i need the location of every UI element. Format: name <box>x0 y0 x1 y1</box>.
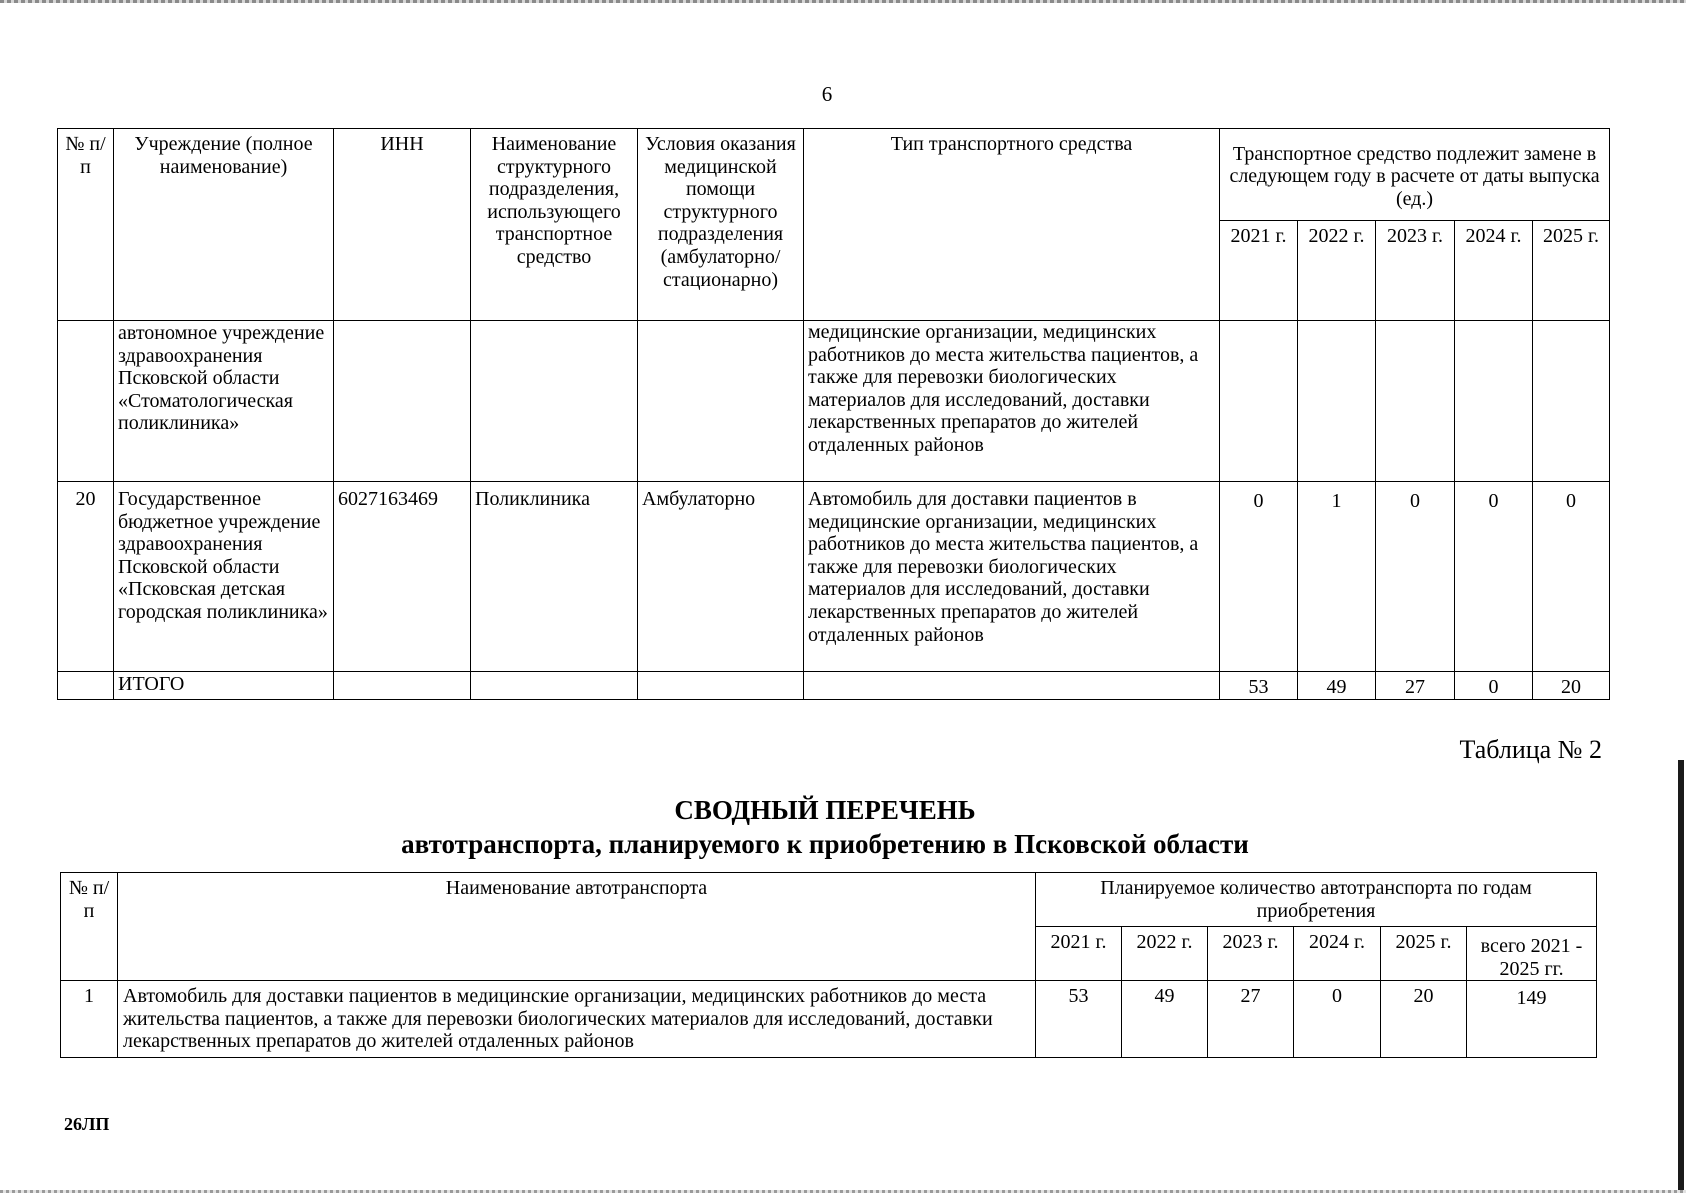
scan-edge-bottom <box>0 1190 1686 1193</box>
t2-header-year-2022: 2022 г. <box>1122 927 1208 981</box>
t2-header-year-2024: 2024 г. <box>1294 927 1381 981</box>
t2-header-year-2021: 2021 г. <box>1036 927 1122 981</box>
row-value-2024: 0 <box>1455 482 1533 672</box>
row-inn: 6027163469 <box>334 482 471 672</box>
header-year-2025: 2025 г. <box>1533 221 1610 321</box>
header-institution: Учреждение (полное наименование) <box>114 129 334 321</box>
scan-edge-top <box>0 0 1686 3</box>
row-value-2025 <box>1533 321 1610 482</box>
header-year-2021: 2021 г. <box>1220 221 1298 321</box>
header-year-2023: 2023 г. <box>1376 221 1455 321</box>
t2-header-name: Наименование автотранспорта <box>118 873 1036 981</box>
table-row <box>58 482 1610 672</box>
total-label: ИТОГО <box>114 672 334 700</box>
t2-row-value-2021: 53 <box>1036 981 1122 1058</box>
t2-header-no: № п/п <box>61 873 118 981</box>
t2-row-value-2025: 20 <box>1381 981 1467 1058</box>
total-value-2025: 20 <box>1533 672 1610 700</box>
header-conditions: Условия оказания медицинской помощи структурного подразделения (амбулаторно/ стационарно) <box>638 129 804 321</box>
table-number-label: Таблица № 2 <box>1459 735 1602 764</box>
t2-row-no: 1 <box>61 981 118 1058</box>
row-no: 20 <box>58 482 114 672</box>
t2-row-value-2023: 27 <box>1208 981 1294 1058</box>
t2-header-year-2025: 2025 г. <box>1381 927 1467 981</box>
header-year-2022: 2022 г. <box>1298 221 1376 321</box>
summary-title-line1: СВОДНЫЙ ПЕРЕЧЕНЬ <box>674 795 976 825</box>
row-value-2021 <box>1220 321 1298 482</box>
row-value-2023: 0 <box>1376 482 1455 672</box>
t2-row-total: 149 <box>1467 981 1597 1058</box>
row-value-2024 <box>1455 321 1533 482</box>
t2-row-value-2022: 49 <box>1122 981 1208 1058</box>
summary-title-line2: автотранспорта, планируемого к приобретению в Псковской области <box>401 829 1249 859</box>
total-row <box>58 672 1610 700</box>
t2-header-planned-group: Планируемое количество автотранспорта по годам приобретения <box>1036 873 1597 927</box>
total-value-2021: 53 <box>1220 672 1298 700</box>
table-row <box>58 321 1610 482</box>
header-year-2024: 2024 г. <box>1455 221 1533 321</box>
total-value-2024: 0 <box>1455 672 1533 700</box>
scan-edge-right <box>1678 760 1684 1190</box>
header-no: № п/п <box>58 129 114 321</box>
summary-title <box>57 793 1593 861</box>
row-institution: Государственное бюджетное учреждение здравоохранения Псковской области «Псковская детская городская поликлиника» <box>114 482 334 672</box>
table-row <box>61 981 1597 1058</box>
t2-header-total: всего 2021 - 2025 гг. <box>1467 927 1597 981</box>
row-vehicle-type: Автомобиль для доставки пациентов в медицинские организации, медицинских работников до места жительства пациентов, а также для перевозки биологических материалов для исследований, доставки лекарственных препаратов до жителей отдаленных районов <box>804 482 1220 672</box>
total-empty-vehicle-type <box>804 672 1220 700</box>
row-subdivision: Поликлиника <box>471 482 638 672</box>
total-empty-inn <box>334 672 471 700</box>
row-value-2025: 0 <box>1533 482 1610 672</box>
header-replacement-group: Транспортное средство подлежит замене в следующем году в расчете от даты выпуска (ед.) <box>1220 129 1610 221</box>
row-subdivision <box>471 321 638 482</box>
vehicle-replacement-table <box>57 128 1610 700</box>
t2-row-name: Автомобиль для доставки пациентов в медицинские организации, медицинских работников до места жительства пациентов, а также для перевозки биологических материалов для исследований, доставки лекарственных препаратов до жителей отдаленных районов <box>118 981 1036 1058</box>
header-inn: ИНН <box>334 129 471 321</box>
header-vehicle-type: Тип транспортного средства <box>804 129 1220 321</box>
row-value-2021: 0 <box>1220 482 1298 672</box>
t2-row-value-2024: 0 <box>1294 981 1381 1058</box>
total-no <box>58 672 114 700</box>
row-institution: автономное учреждение здравоохранения Псковской области «Стоматологическая поликлиника» <box>114 321 334 482</box>
row-value-2022 <box>1298 321 1376 482</box>
row-conditions: Амбулаторно <box>638 482 804 672</box>
header-subdivision: Наименование структурного подразделения, использующего транспортное средство <box>471 129 638 321</box>
footer-code: 26ЛП <box>64 1114 110 1134</box>
row-value-2023 <box>1376 321 1455 482</box>
page-number: 6 <box>821 82 833 106</box>
row-vehicle-type: медицинские организации, медицинских работников до места жительства пациентов, а также для перевозки биологических материалов для исследований, доставки лекарственных препаратов до жителей отдаленных районов <box>804 321 1220 482</box>
row-conditions <box>638 321 804 482</box>
row-value-2022: 1 <box>1298 482 1376 672</box>
row-no <box>58 321 114 482</box>
total-value-2022: 49 <box>1298 672 1376 700</box>
total-empty-subdivision <box>471 672 638 700</box>
t2-header-year-2023: 2023 г. <box>1208 927 1294 981</box>
total-empty-conditions <box>638 672 804 700</box>
row-inn <box>334 321 471 482</box>
total-value-2023: 27 <box>1376 672 1455 700</box>
planned-purchase-table <box>60 872 1597 1058</box>
